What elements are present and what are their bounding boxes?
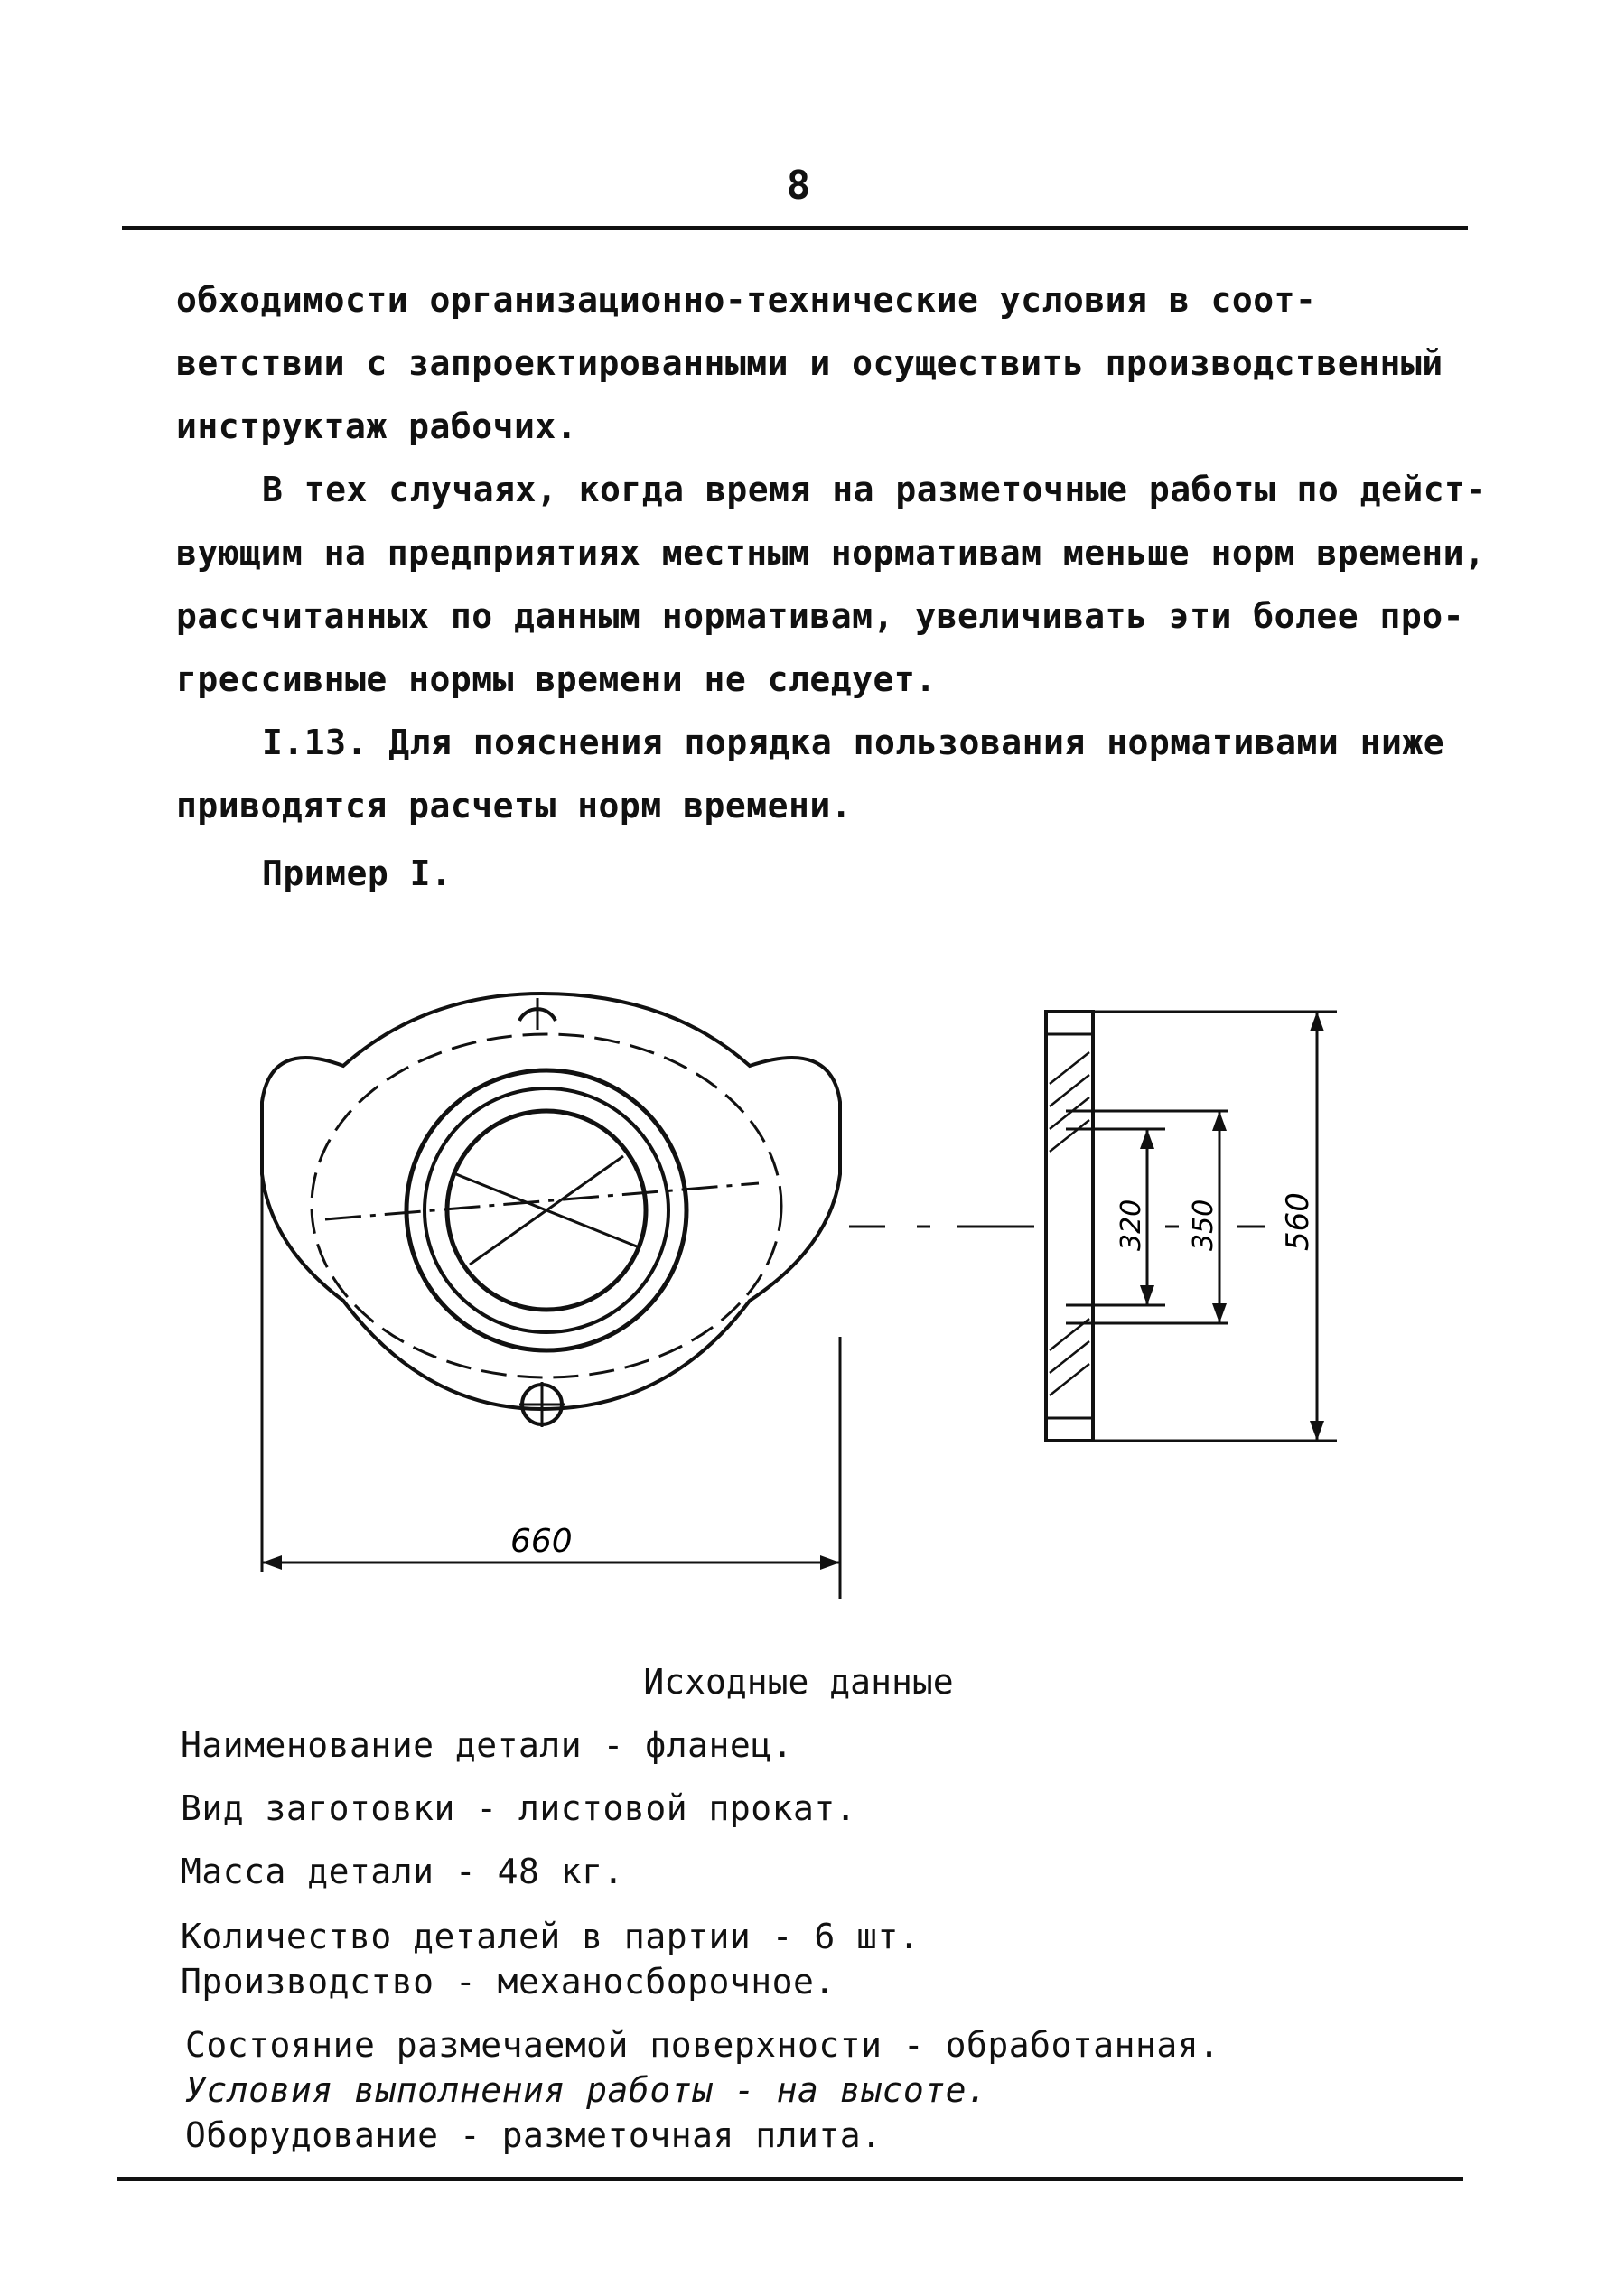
- intro-line-1: обходимости организационно-технические условия в соот-: [176, 280, 1317, 320]
- paragraph-2-line-2: приводятся расчеты норм времени.: [176, 786, 853, 826]
- source-data-item-4: Количество деталей в партии - 6 шт.: [181, 1917, 920, 1956]
- hatching-bottom: [1050, 1319, 1089, 1395]
- source-data-item-3: Масса детали - 48 кг.: [181, 1852, 624, 1891]
- intro-line-3: инструктаж рабочих.: [176, 406, 578, 446]
- source-data-item-6: Состояние размечаемой поверхности - обработанная.: [185, 2025, 1220, 2065]
- dimension-label-350: 350: [1188, 1199, 1219, 1251]
- paragraph-1-line-2: вующим на предприятиях местным нормативам меньше норм времени,: [176, 533, 1486, 573]
- side-view-body: [1046, 1012, 1093, 1441]
- hatching-top: [1050, 1052, 1089, 1152]
- bolt-circle: [312, 1034, 781, 1377]
- source-data-item-5: Производство - механосборочное.: [181, 1962, 836, 2002]
- source-data-item-2: Вид заготовки - листовой прокат.: [181, 1788, 857, 1828]
- paragraph-1-line-4: грессивные нормы времени не следует.: [176, 659, 937, 699]
- source-data-heading: Исходные данные: [643, 1662, 954, 1702]
- dimension-label-560: 560: [1280, 1192, 1316, 1251]
- paragraph-1-line-3: рассчитанных по данным нормативам, увеличивать эти более про-: [176, 596, 1465, 636]
- intro-line-2: ветствии с запроектированными и осуществить производственный: [176, 343, 1443, 383]
- page-number: 8: [786, 163, 811, 209]
- dimension-label-320: 320: [1116, 1199, 1147, 1251]
- dimension-label-660: 660: [510, 1523, 573, 1560]
- paragraph-1-line-1: В тех случаях, когда время на разметочные работы по дейст-: [262, 470, 1487, 509]
- bottom-rule: [117, 2177, 1463, 2181]
- source-data-item-1: Наименование детали - фланец.: [181, 1725, 793, 1765]
- source-data-item-8: Оборудование - разметочная плита.: [185, 2115, 883, 2155]
- paragraph-2-line-1: I.13. Для пояснения порядка пользования нормативами ниже: [262, 723, 1445, 762]
- example-label: Пример I.: [262, 854, 453, 893]
- source-data-item-7: Условия выполнения работы - на высоте.: [185, 2070, 988, 2110]
